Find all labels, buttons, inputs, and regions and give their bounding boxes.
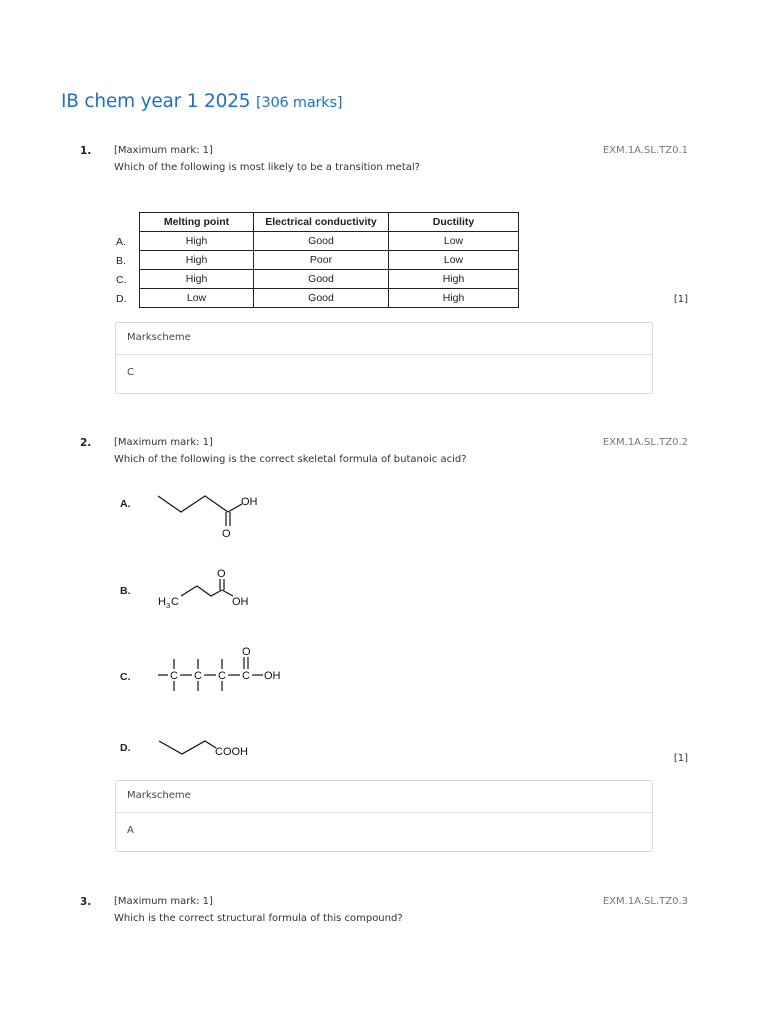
table-cell: Good (254, 232, 389, 251)
question-1-text: Which of the following is most likely to be a transition metal? (114, 162, 420, 173)
option-label-c: C. (116, 274, 127, 286)
table-cell: High (140, 251, 254, 270)
atom-label: C (171, 596, 179, 608)
table-header-ductility: Ductility (389, 213, 519, 232)
question-2-max-mark: [Maximum mark: 1] (114, 437, 213, 448)
atom-label: O (217, 568, 226, 580)
table-cell: Poor (254, 251, 389, 270)
option-label-b: B. (116, 255, 126, 267)
table-cell: High (389, 270, 519, 289)
markscheme-header[interactable] (116, 781, 652, 813)
table-cell: Low (389, 232, 519, 251)
option-label-b: B. (120, 585, 131, 597)
table-cell: Good (254, 270, 389, 289)
atom-label: C (218, 670, 226, 682)
table-cell: High (140, 232, 254, 251)
table-cell: Low (389, 251, 519, 270)
question-3-text: Which is the correct structural formula of this compound? (114, 913, 403, 924)
structure-option-b (181, 579, 233, 596)
question-1-mark: [1] (673, 294, 688, 305)
table-header-electrical-conductivity: Electrical conductivity (254, 213, 389, 232)
question-1-code: EXM.1A.SL.TZ0.1 (602, 145, 688, 156)
markscheme-answer: A (127, 825, 134, 836)
atom-label: 3 (166, 601, 171, 610)
markscheme-answer: C (127, 367, 134, 378)
title-text: IB chem year 1 2025 (61, 91, 251, 112)
question-2-mark: [1] (673, 753, 688, 764)
table-header-melting-point: Melting point (140, 213, 254, 232)
atom-label: OH (264, 670, 281, 682)
option-label-a: A. (116, 236, 126, 248)
option-label-c: C. (120, 671, 131, 683)
atom-label: O (222, 528, 231, 540)
atom-label: O (242, 646, 251, 658)
question-1-number: 1. (80, 145, 92, 157)
question-3-code: EXM.1A.SL.TZ0.3 (602, 896, 688, 907)
question-2-code: EXM.1A.SL.TZ0.2 (602, 437, 688, 448)
atom-label: COOH (215, 746, 248, 758)
table-cell: Good (254, 289, 389, 308)
question-2-number: 2. (80, 437, 92, 449)
atom-label: C (170, 670, 178, 682)
atom-label: C (242, 670, 250, 682)
atom-label: C (194, 670, 202, 682)
table-cell: High (140, 270, 254, 289)
structure-option-a (158, 496, 242, 526)
structure-option-d (159, 741, 216, 754)
question-1-max-mark: [Maximum mark: 1] (114, 145, 213, 156)
option-label-d: D. (116, 293, 127, 305)
table-cell: High (389, 289, 519, 308)
question-3-number: 3. (80, 896, 92, 908)
total-marks: [306 marks] (255, 95, 343, 111)
atom-label: OH (241, 496, 258, 508)
option-label-d: D. (120, 742, 131, 754)
markscheme-label: Markscheme (127, 790, 191, 801)
question-2-markscheme[interactable] (115, 780, 653, 852)
atom-label: H (158, 596, 166, 608)
markscheme-label: Markscheme (127, 332, 191, 343)
question-2-text: Which of the following is the correct skeletal formula of butanoic acid? (114, 454, 467, 465)
atom-label: OH (232, 596, 249, 608)
table-cell: Low (140, 289, 254, 308)
option-label-a: A. (120, 498, 131, 510)
question-3-max-mark: [Maximum mark: 1] (114, 896, 213, 907)
